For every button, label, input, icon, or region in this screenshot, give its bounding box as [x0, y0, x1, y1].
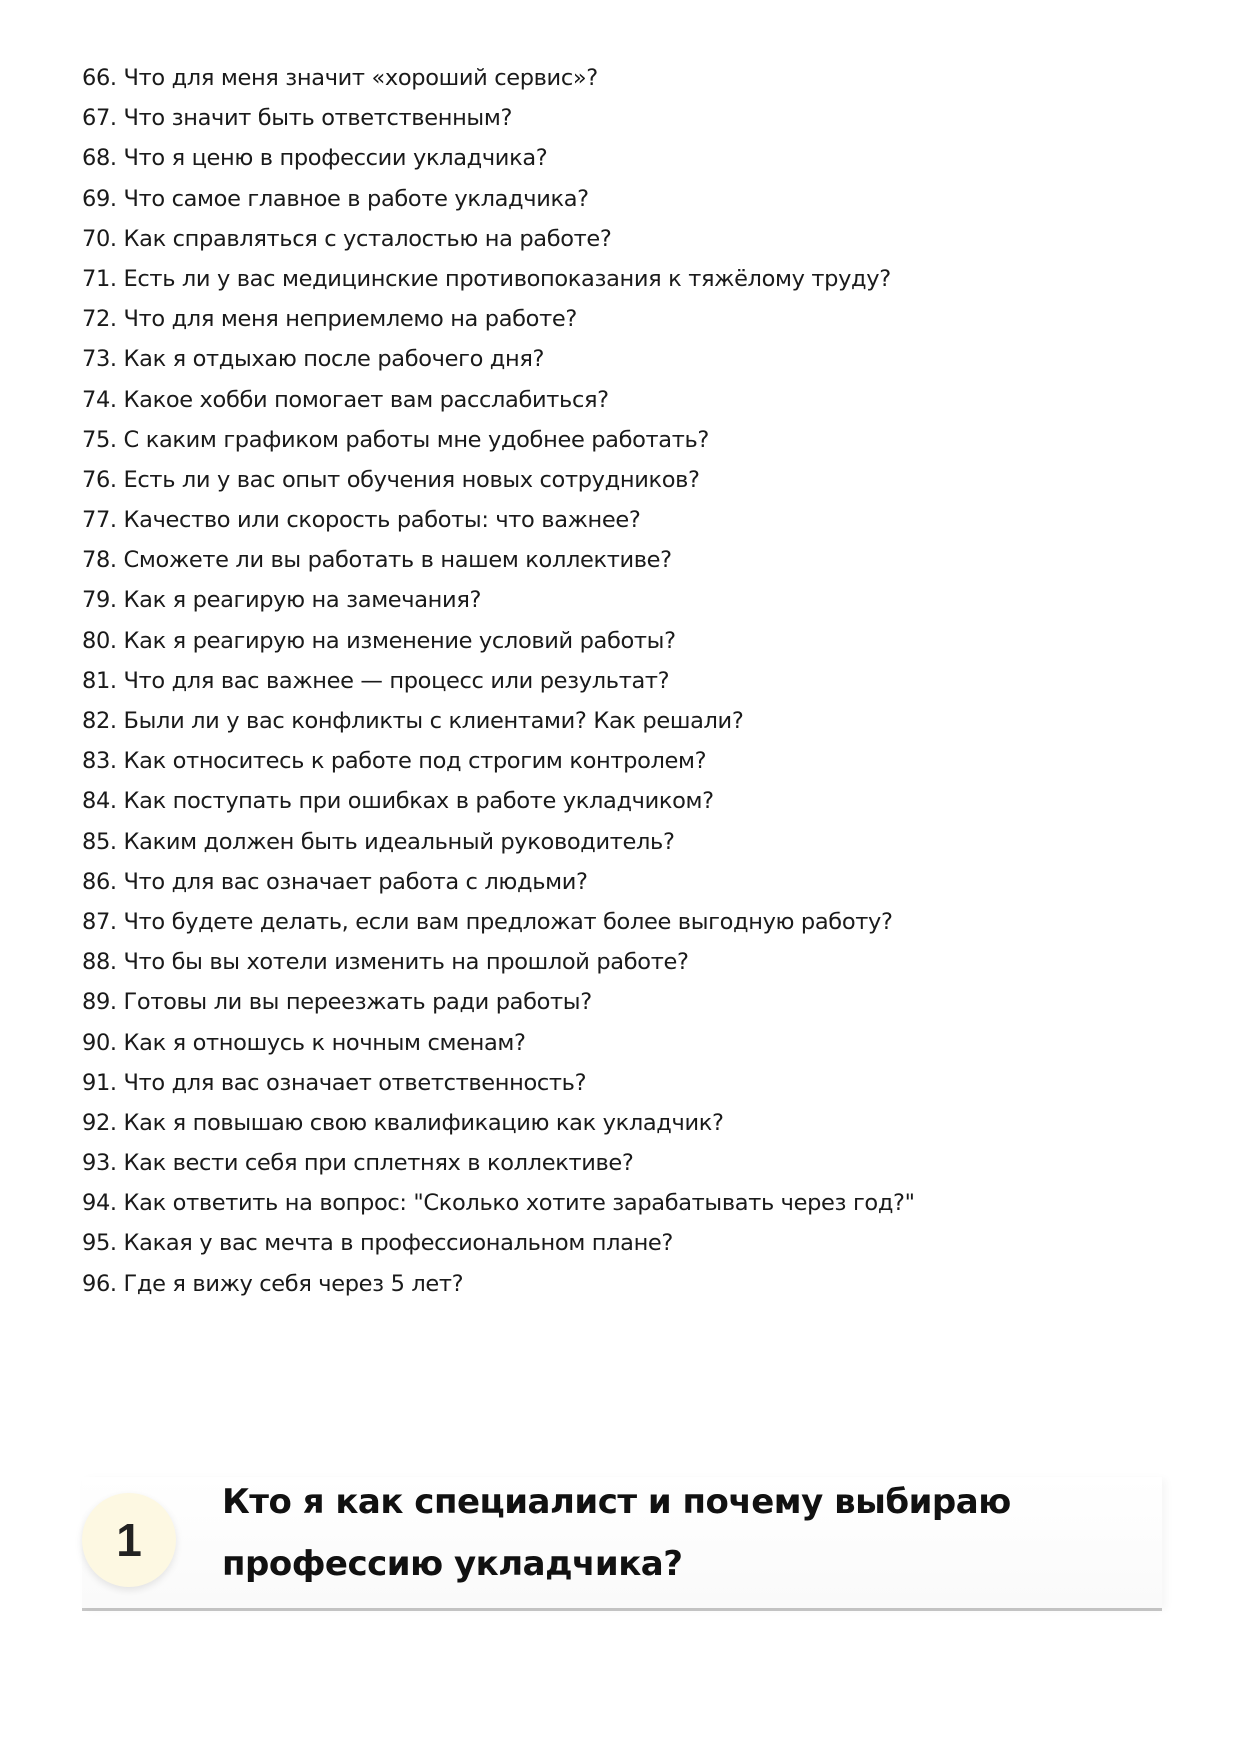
question-item [82, 1023, 1082, 1063]
question-number: 75. [82, 426, 117, 453]
question-text: Как я отдыхаю после рабочего дня? [123, 346, 545, 373]
question-text: Что для вас важнее — процесс или результат? [123, 667, 670, 694]
question-number: 70. [82, 225, 117, 252]
question-number: 96. [82, 1270, 117, 1297]
question-text: Как я повышаю свою квалификацию как укладчик? [123, 1109, 724, 1136]
section-title: Кто я как специалист и почему выбираю профессию укладчика? [222, 1482, 1011, 1584]
question-item [82, 822, 1082, 862]
question-item [82, 299, 1082, 339]
question-number: 92. [82, 1109, 117, 1136]
question-text: Есть ли у вас опыт обучения новых сотрудников? [123, 466, 700, 493]
question-item [82, 1264, 1082, 1304]
question-number: 76. [82, 466, 117, 493]
question-text: Где я вижу себя через 5 лет? [123, 1270, 464, 1297]
question-text: Как справляться с усталостью на работе? [123, 225, 612, 252]
question-text: Что значит быть ответственным? [123, 105, 513, 132]
question-item [82, 781, 1082, 821]
question-item [82, 862, 1082, 902]
question-number: 82. [82, 708, 117, 734]
question-number: 71. [82, 265, 117, 292]
question-number: 80. [82, 627, 117, 654]
question-text: Есть ли у вас медицинские противопоказания к тяжёлому труду? [123, 265, 891, 292]
question-list [82, 58, 1082, 1304]
question-number: 90. [82, 1029, 117, 1056]
question-number: 72. [82, 306, 117, 333]
question-text: Что для меня неприемлемо на работе? [123, 306, 577, 333]
question-item [82, 259, 1082, 299]
question-item [82, 661, 1082, 701]
question-number: 95. [82, 1230, 117, 1257]
question-text: Какое хобби помогает вам расслабиться? [123, 386, 609, 413]
question-text: Как я отношусь к ночным сменам? [123, 1029, 526, 1056]
question-item [82, 138, 1082, 178]
question-item [82, 942, 1082, 982]
question-number: 77. [82, 507, 117, 534]
question-item [82, 1143, 1082, 1183]
question-item [82, 621, 1082, 661]
question-text: Качество или скорость работы: что важнее? [123, 507, 641, 534]
section-header [82, 1477, 1162, 1611]
question-number: 93. [82, 1150, 117, 1177]
question-item [82, 741, 1082, 781]
question-number: 79. [82, 587, 117, 614]
question-text: Готовы ли вы переезжать ради работы? [123, 989, 592, 1016]
question-text: Что для вас означает ответственность? [123, 1069, 587, 1096]
question-item [82, 982, 1082, 1022]
question-item [82, 460, 1082, 500]
question-item [82, 580, 1082, 620]
question-item [82, 98, 1082, 138]
question-text: Были ли у вас конфликты с клиентами? Как решали? [123, 708, 744, 734]
question-item [82, 701, 1082, 741]
question-number: 91. [82, 1069, 117, 1096]
question-text: Что бы вы хотели изменить на прошлой работе? [123, 949, 689, 976]
question-text: Как я реагирую на изменение условий работы? [123, 627, 676, 654]
question-number: 87. [82, 908, 117, 935]
question-text: Как относитесь к работе под строгим контролем? [123, 748, 707, 775]
question-item [82, 1183, 1082, 1223]
question-item [82, 902, 1082, 942]
question-number: 88. [82, 949, 117, 976]
question-number: 85. [82, 828, 117, 855]
question-text: Как я реагирую на замечания? [123, 587, 482, 614]
question-text: Как поступать при ошибках в работе укладчиком? [123, 788, 714, 815]
question-text: Как ответить на вопрос: "Сколько хотите зарабатывать через год?" [123, 1190, 915, 1217]
question-item [82, 339, 1082, 379]
question-text: Что будете делать, если вам предложат более выгодную работу? [123, 908, 893, 935]
question-item [82, 380, 1082, 420]
question-item [82, 1223, 1082, 1263]
question-number: 68. [82, 145, 117, 172]
question-text: Каким должен быть идеальный руководитель? [123, 828, 675, 855]
question-number: 66. [82, 65, 117, 91]
question-number: 81. [82, 667, 117, 694]
question-item [82, 58, 1082, 98]
question-item [82, 420, 1082, 460]
question-number: 89. [82, 989, 117, 1016]
question-number: 83. [82, 748, 117, 775]
question-text: Какая у вас мечта в профессиональном плане? [123, 1230, 674, 1257]
question-text: Что самое главное в работе укладчика? [123, 185, 589, 212]
question-number: 84. [82, 788, 117, 815]
section-number-badge: 1 [82, 1493, 176, 1587]
question-text: Что для вас означает работа с людьми? [123, 868, 588, 895]
question-text: Как вести себя при сплетнях в коллективе? [123, 1150, 634, 1177]
question-text: Сможете ли вы работать в нашем коллективе? [123, 547, 672, 574]
question-number: 69. [82, 185, 117, 212]
question-item [82, 1063, 1082, 1103]
question-item [82, 500, 1082, 540]
question-number: 73. [82, 346, 117, 373]
question-item [82, 219, 1082, 259]
question-number: 67. [82, 105, 117, 132]
question-item [82, 540, 1082, 580]
question-item [82, 179, 1082, 219]
question-text: Что для меня значит «хороший сервис»? [123, 65, 598, 91]
question-number: 86. [82, 868, 117, 895]
question-item [82, 1103, 1082, 1143]
question-number: 94. [82, 1190, 117, 1217]
question-number: 74. [82, 386, 117, 413]
question-text: С каким графиком работы мне удобнее работать? [123, 426, 710, 453]
question-text: Что я ценю в профессии укладчика? [123, 145, 548, 172]
question-number: 78. [82, 547, 117, 574]
